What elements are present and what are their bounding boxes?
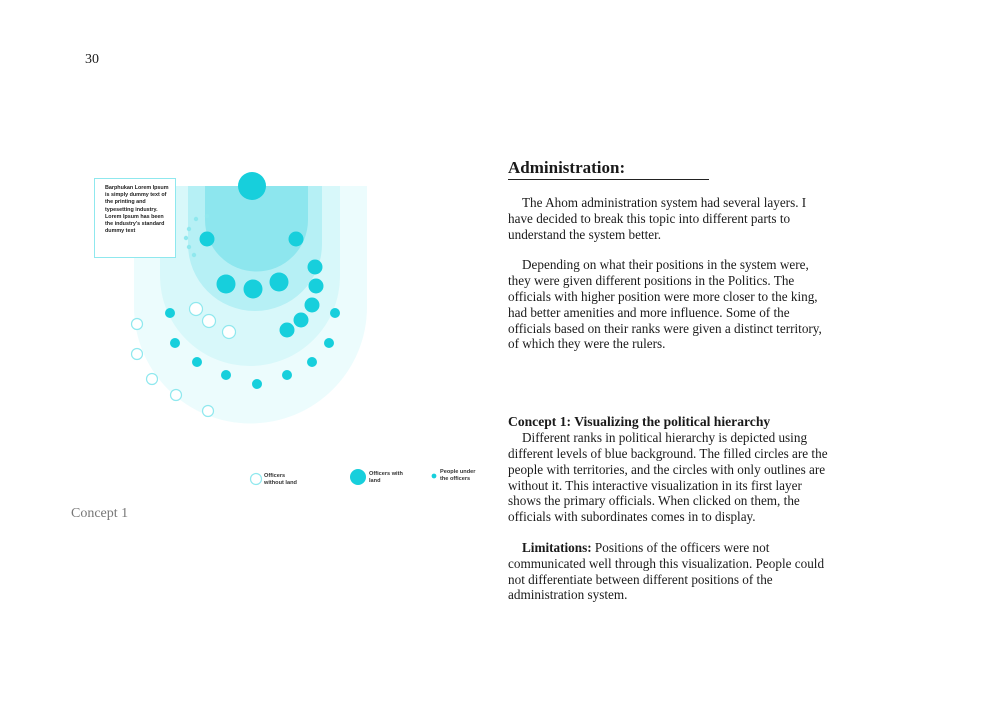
text-column: [508, 158, 828, 603]
legend-line: Officers with: [369, 471, 403, 477]
section-heading: Administration:: [508, 158, 709, 180]
officer-with-land[interactable]: [308, 260, 323, 275]
legend-line: without land: [264, 479, 297, 486]
officer-with-land[interactable]: [165, 308, 175, 318]
page-number: 30: [85, 52, 99, 67]
hierarchy-visualization: [0, 0, 480, 500]
legend-line: land: [369, 477, 381, 484]
officer-with-land[interactable]: [294, 313, 309, 328]
limitations-label: Limitations:: [522, 539, 592, 555]
officer-with-land[interactable]: [309, 279, 324, 294]
people-dot: [205, 214, 209, 218]
people-dot: [187, 245, 191, 249]
people-dot: [192, 253, 196, 257]
legend-people-under-officers: [440, 469, 475, 482]
officer-with-land[interactable]: [280, 323, 295, 338]
legend-filled-marker: [350, 469, 366, 485]
officer-with-land[interactable]: [200, 232, 215, 247]
officer-without-land[interactable]: [203, 406, 214, 417]
legend-line: the officers: [440, 475, 471, 482]
legend-line: Officers: [264, 473, 286, 479]
officer-with-land[interactable]: [221, 370, 231, 380]
officer-with-land[interactable]: [192, 357, 202, 367]
officer-with-land[interactable]: [170, 338, 180, 348]
legend-line: People under: [440, 469, 476, 475]
officer-without-land[interactable]: [132, 319, 143, 330]
officer-with-land[interactable]: [217, 275, 236, 294]
figure-caption: Concept 1: [71, 506, 129, 521]
concept-heading: Concept 1: Visualizing the political hierarchy: [508, 414, 771, 430]
officer-without-land[interactable]: [190, 303, 203, 316]
king-node[interactable]: [238, 172, 266, 200]
legend-officers-with-land: [369, 471, 403, 484]
officer-without-land[interactable]: [223, 326, 236, 339]
people-dot: [187, 227, 191, 231]
officer-without-land[interactable]: [171, 390, 182, 401]
people-dot: [184, 236, 188, 240]
officer-with-land[interactable]: [289, 232, 304, 247]
officer-with-land[interactable]: [330, 308, 340, 318]
officer-with-land[interactable]: [324, 338, 334, 348]
officer-with-land[interactable]: [270, 273, 289, 292]
limitations-text: Positions of the officers were not communicated well through this visualization. People could not differentiate between different positions of the administration system.: [508, 539, 825, 603]
paragraph: Depending on what their positions in the system were, they were given different positions in the Politics. The officials with higher position were more closer to the king, had better amenities and more influence. Some of the officials based on their ranks were given a distinct territory, of which they were the rulers.: [508, 257, 822, 352]
legend-dot-marker: [432, 474, 437, 479]
officer-without-land[interactable]: [132, 349, 143, 360]
paragraph: The Ahom administration system had several layers. I have decided to break this topic into different parts to understand the system better.: [508, 195, 807, 242]
officer-with-land[interactable]: [307, 357, 317, 367]
legend-officers-without-land: [264, 473, 297, 486]
limitations-paragraph: [508, 540, 828, 603]
people-dot: [194, 217, 198, 221]
concept-paragraph: Different ranks in political hierarchy is depicted using different levels of blue background. The filled circles are the people with territories, and the circles with only outlines are without it. This interactive visualization in its first layer shows the primary officials. When clicked on them, the officials with subordinates comes in to display.: [508, 430, 828, 525]
officer-with-land[interactable]: [305, 298, 320, 313]
tooltip-box: Barphukan Lorem Ipsum is simply dummy text of the printing and typesetting industry. Lorem Ipsum has been the industry's standard dummy text: [94, 178, 176, 258]
officer-with-land[interactable]: [244, 280, 263, 299]
officer-without-land[interactable]: [147, 374, 158, 385]
officer-with-land[interactable]: [282, 370, 292, 380]
legend-outline-marker: [251, 474, 262, 485]
officer-without-land[interactable]: [203, 315, 216, 328]
officer-with-land[interactable]: [252, 379, 262, 389]
